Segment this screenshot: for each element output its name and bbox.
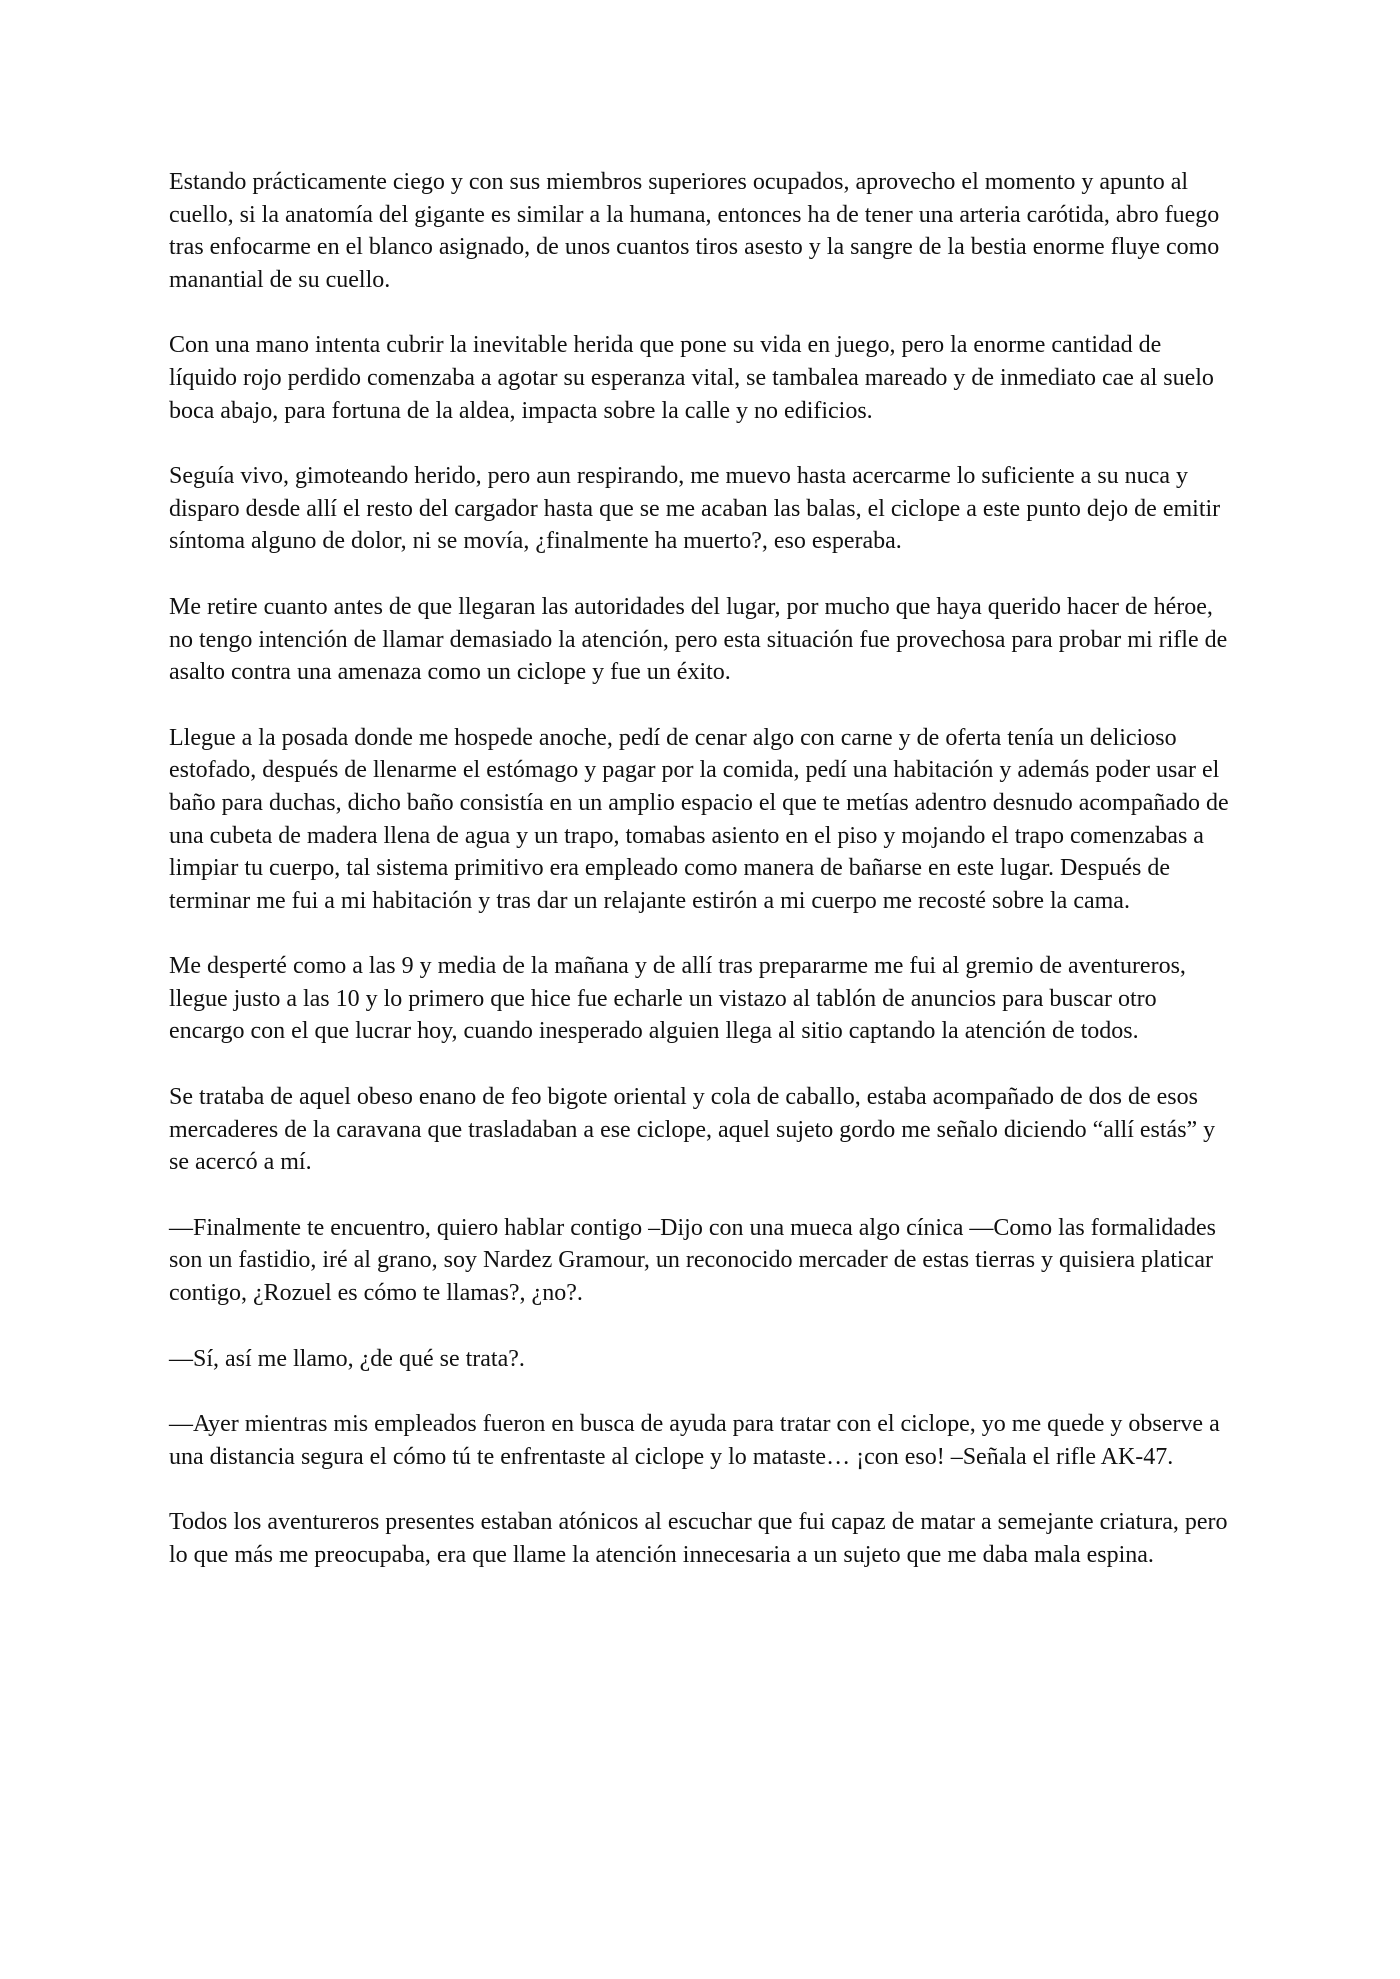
dialogue-paragraph-1: —Finalmente te encuentro, quiero hablar contigo –Dijo con una mueca algo cínica —Como las formalidades son un fastidio, iré al grano, soy Nardez Gramour, un reconocido mercader de estas tierras y quisiera platicar contigo, ¿Rozuel es cómo te llamas?, ¿no?.: [169, 1214, 1217, 1307]
document-body: [169, 166, 1234, 1605]
paragraph-4: Me retire cuanto antes de que llegaran las autoridades del lugar, por mucho que haya querido hacer de héroe, no tengo intención de llamar demasiado la atención, pero esta situación fue provechosa para probar mi rifle de asalto contra una amenaza como un ciclope y fue un éxito.: [169, 593, 1228, 686]
paragraph-2: Con una mano intenta cubrir la inevitable herida que pone su vida en juego, pero la enorme cantidad de líquido rojo perdido comenzaba a agotar su esperanza vital, se tambalea mareado y de inmediato cae al suelo boca abajo, para fortuna de la aldea, impacta sobre la calle y no edificios.: [169, 332, 1214, 424]
paragraph-7: Se trataba de aquel obeso enano de feo bigote oriental y cola de caballo, estaba acompañado de dos de esos mercaderes de la caravana que trasladaban a ese ciclope, aquel sujeto gordo me señalo diciendo “allí estás” y se acercó a mí.: [169, 1084, 1216, 1176]
paragraph-3: Seguía vivo, gimoteando herido, pero aun respirando, me muevo hasta acercarme lo suficiente a su nuca y disparo desde allí el resto del cargador hasta que se me acaban las balas, el ciclope a este punto dejo de emitir síntoma alguno de dolor, ni se movía, ¿finalmente ha muerto?, eso esperaba.: [169, 463, 1221, 555]
paragraph-6: Me desperté como a las 9 y media de la mañana y de allí tras prepararme me fui al gremio de aventureros, llegue justo a las 10 y lo primero que hice fue echarle un vistazo al tablón de anuncios para buscar otro encargo con el que lucrar hoy, cuando inesperado alguien llega al sitio captando la atención de todos.: [169, 953, 1186, 1045]
paragraph-final: Todos los aventureros presentes estaban atónicos al escuchar que fui capaz de matar a semejante criatura, pero lo que más me preocupaba, era que llame la atención innecesaria a un sujeto que me daba mala espina.: [169, 1509, 1228, 1568]
dialogue-paragraph-2: —Sí, así me llamo, ¿de qué se trata?.: [169, 1345, 525, 1372]
paragraph-1: Estando prácticamente ciego y con sus miembros superiores ocupados, aprovecho el momento y apunto al cuello, si la anatomía del gigante es similar a la humana, entonces ha de tener una arteria carótida, abro fuego tras enfocarme en el blanco asignado, de unos cuantos tiros asesto y la sangre de la bestia enorme fluye como manantial de su cuello.: [169, 169, 1220, 293]
paragraph-5: Llegue a la posada donde me hospede anoche, pedí de cenar algo con carne y de oferta tenía un delicioso estofado, después de llenarme el estómago y pagar por la comida, pedí una habitación y además poder usar el baño para duchas, dicho baño consistía en un amplio espacio el que te metías adentro desnudo acompañado de una cubeta de madera llena de agua y un trapo, tomabas asiento en el piso y mojando el trapo comenzabas a limpiar tu cuerpo, tal sistema primitivo era empleado como manera de bañarse en este lugar. Después de terminar me fui a mi habitación y tras dar un relajante estirón a mi cuerpo me recosté sobre la cama.: [169, 724, 1229, 914]
dialogue-paragraph-3: —Ayer mientras mis empleados fueron en busca de ayuda para tratar con el ciclope, yo me quede y observe a una distancia segura el cómo tú te enfrentaste al ciclope y lo mataste… ¡con eso! –Señala el rifle AK-47.: [169, 1411, 1220, 1470]
